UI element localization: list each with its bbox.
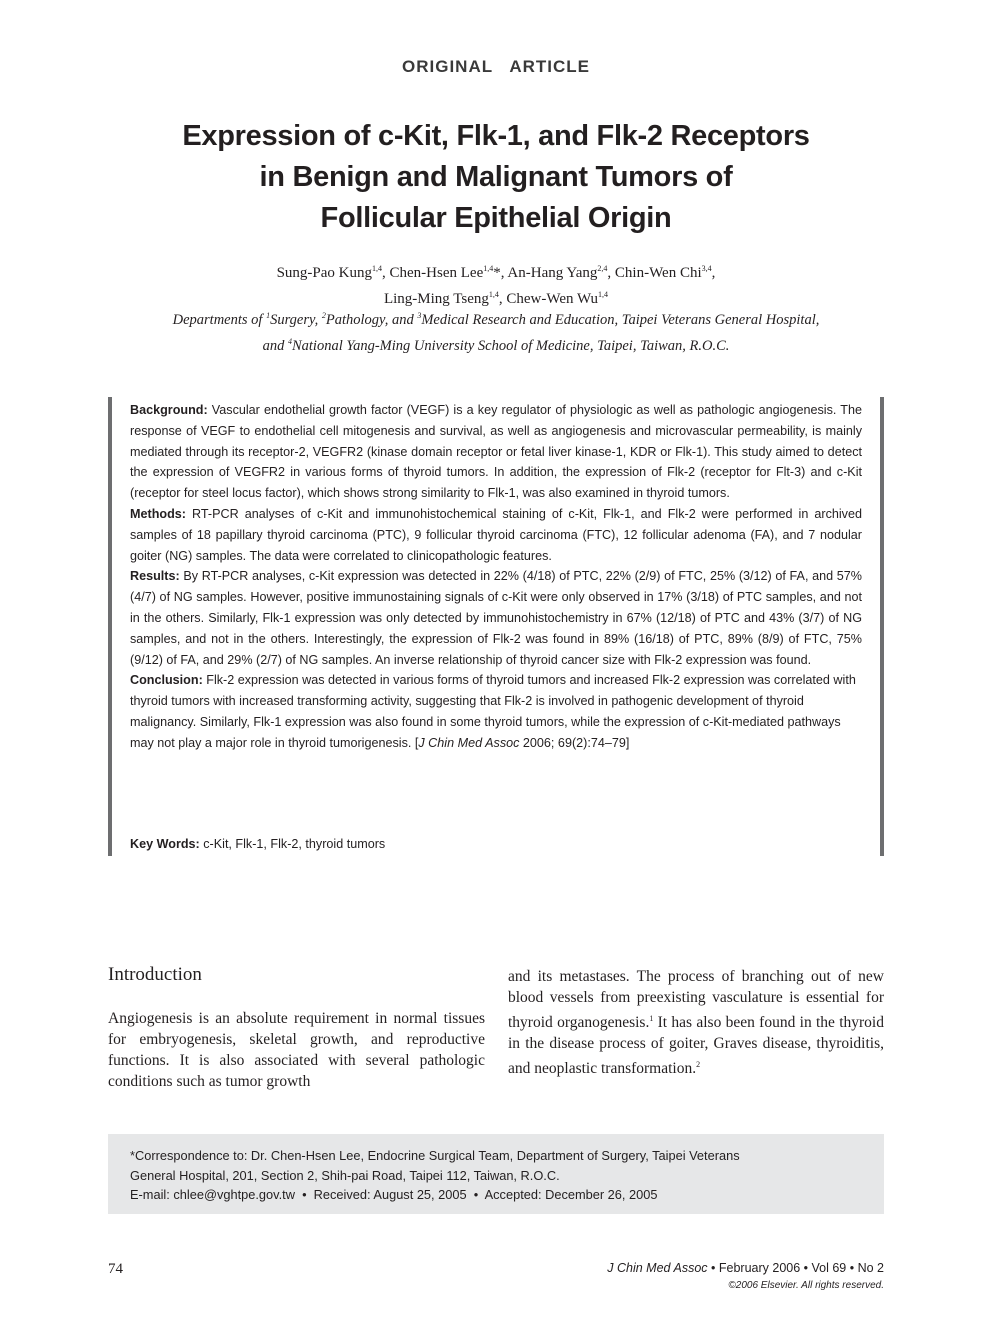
affiliation-text: Surgery, [270,311,322,328]
page-number: 74 [108,1261,123,1277]
citation-journal: J Chin Med Assoc [418,735,520,750]
abstract-results [130,566,862,670]
copyright-notice: ©2006 Elsevier. All rights reserved. [728,1280,884,1291]
affiliation-sup: 4 [287,336,292,346]
affiliation-text: National Yang-Ming University School of Medicine, Taipei, Taiwan, R.O.C. [291,337,730,354]
introduction-heading: Introduction [108,964,202,985]
author-affiliation-sup: 1,4 [483,264,494,273]
correspondence-line: E-mail: chlee@vghtpe.gov.tw • Received: August 25, 2005 • Accepted: December 26, 2005 [130,1187,658,1202]
affiliation-text: Medical Research and Education, Taipei Veterans General Hospital, [421,311,820,328]
abstract-background [130,400,862,504]
keywords [130,834,862,854]
author-separator: , [711,265,716,281]
correspondence-text [130,1146,870,1205]
abstract-box [108,397,884,856]
author-affiliation-sup: 2,4 [597,264,608,273]
author-separator: , [500,265,508,281]
abstract-body: RT-PCR analyses of c-Kit and immunohistochemical staining of c-Kit, Flk-1, and Flk-2 were performed in archived samples of 18 papillary thyroid carcinoma (PTC), 9 follicular thyroid carcinoma (FTC), 12 follicular adenoma (FA), and 7 nodular goiter (NG) samples. The data were correlated to clinicopathologic features. [130,506,862,563]
affiliation-text: Departments of [172,311,267,328]
abstract-body: Vascular endothelial growth factor (VEGF) is a key regulator of physiologic as well as pathologic angiogenesis. The response of VEGF to endothelial cell mitogenesis and survival, as well as angiogenesis and microvascular permeability, is mainly mediated through its receptor-2, VEGFR2 (kinase domain receptor or fetal liver kinase-1, KDR or Flk-1). This study aimed to detect the expression of VEGFR2 in various forms of thyroid tumors. In addition, the expression of Flk-2 (receptor for Flt-3) and c-Kit (receptor for steel locus factor), which shows strong similarity to Flk-1, was also examined in thyroid tumors. [130,403,862,501]
reference-sup: 2 [696,1060,701,1070]
title-line-2: in Benign and Malignant Tumors of [259,161,733,193]
author-affiliation-sup: 1,4 [488,290,499,299]
affiliations [110,305,882,357]
affiliation-text: and [262,337,288,354]
intro-text: It has also been found in the thyroid in the disease process of goiter, Graves disease, thyroiditis, and neoplastic transformation. [508,1014,884,1078]
author-separator: , [498,291,507,307]
abstract-text [130,400,862,754]
abstract-conclusion [130,670,862,753]
title-line-3: Follicular Epithelial Origin [320,202,672,234]
author-name: Chin-Wen Chi [614,265,702,281]
keywords-list: c-Kit, Flk-1, Flk-2, thyroid tumors [199,837,386,851]
abstract-label: Results: [130,569,180,584]
author-name: Chew-Wen Wu [506,291,599,307]
correspondence-box [108,1134,884,1214]
introduction-column-1: Angiogenesis is an absolute requirement in normal tissues for embryogenesis, skeletal growth, and reproductive functions. It is also associated with several pathologic conditions such as tumor growth [108,1010,485,1090]
author-name: An-Hang Yang [507,265,598,281]
abstract-body: By RT-PCR analyses, c-Kit expression was detected in 22% (4/18) of PTC, 22% (2/9) of FTC, 25% (3/12) of FA, and 57% (4/7) of NG samples. However, positive immunostaining signals of c-Kit were only observed in 17% (3/18) of PTC samples, and not in the others. Similarly, Flk-1 expression was only detected by immunohistochemistry in 67% (12/18) of PTC and 43% (3/7) of NG samples, and not in the others. Interestingly, the expression of Flk-2 was found in 89% (16/18) of PTC, 89% (8/9) of FTC, 75% (9/12) of FA, and 29% (2/7) of NG samples. An inverse relationship of thyroid cancer size with Flk-2 expression was found. [130,569,862,667]
corresponding-mark: * [493,265,501,281]
article-title [120,116,872,239]
introduction-column-2 [508,966,884,1079]
author-name: Chen-Hsen Lee [389,265,484,281]
abstract-label: Background: [130,403,208,417]
correspondence-line: *Correspondence to: Dr. Chen-Hsen Lee, Endocrine Surgical Team, Department of Surgery, Taipei Veterans [130,1148,740,1163]
affiliation-sup: 3 [417,311,422,320]
affiliation-text: Pathology, and [325,311,418,328]
journal-issue: • February 2006 • Vol 69 • No 2 [707,1261,884,1275]
title-line-1: Expression of c-Kit, Flk-1, and Flk-2 Receptors [182,120,810,152]
affiliation-sup: 2 [321,311,326,320]
journal-name: J Chin Med Assoc [607,1261,708,1275]
affiliation-sup: 1 [266,311,271,320]
author-separator: , [607,265,615,281]
author-affiliation-sup: 1,4 [372,264,383,273]
intro-text: and its metastases. The process of branching out of new blood vessels from preexisting vasculature is essential for thyroid organogenesis. [508,968,884,1032]
reference-sup: 1 [649,1014,654,1023]
keywords-label: Key Words: [130,837,200,851]
section-label: ORIGINAL ARTICLE [402,57,590,76]
abstract-left-rule [108,397,112,856]
citation-details: 2006; 69(2):74–79] [519,735,630,750]
author-name: Sung-Pao Kung [276,265,373,281]
abstract-label: Methods: [130,506,186,521]
author-name: Ling-Ming Tseng [383,291,489,307]
author-list [120,258,872,310]
abstract-body: Flk-2 expression was detected in various forms of thyroid tumors and increased Flk-2 expression was correlated with thyroid tumors with increased transforming activity, suggesting that Flk-2 is involved in pathogenic development of thyroid malignancy. Similarly, Flk-1 expression was also found in some thyroid tumors, while the expression of c-Kit-mediated pathways may not play a major role in thyroid tumorigenesis. [ [130,673,856,750]
author-separator: , [382,265,390,281]
author-affiliation-sup: 3,4 [701,264,712,273]
abstract-right-rule [880,397,884,856]
abstract-methods [130,504,862,566]
journal-issue-line [607,1261,884,1275]
author-affiliation-sup: 1,4 [598,290,609,299]
correspondence-line: General Hospital, 201, Section 2, Shih-pai Road, Taipei 112, Taiwan, R.O.C. [130,1167,560,1183]
abstract-label: Conclusion: [130,673,203,688]
